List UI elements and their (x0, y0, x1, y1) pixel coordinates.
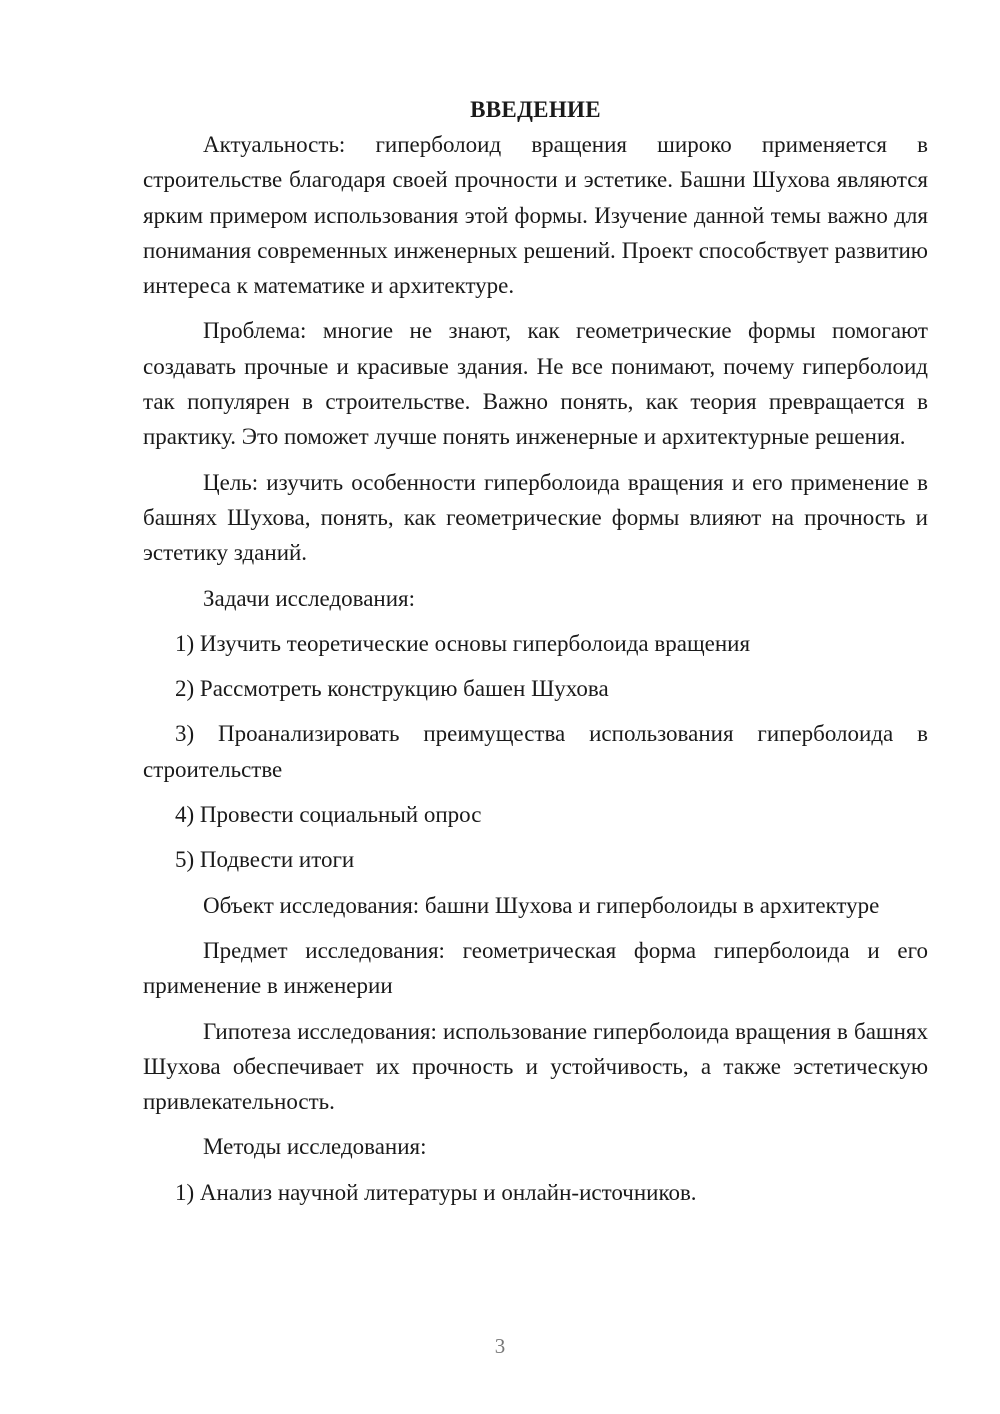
list-item: 5) Подвести итоги (175, 847, 355, 873)
tasks-list (143, 626, 928, 878)
list-item: 3) Проанализировать преимущества использования гиперболоида в строительстве (143, 721, 928, 782)
list-item: 1) Анализ научной литературы и онлайн-источников. (175, 1179, 697, 1205)
page-number: 3 (494, 1334, 506, 1358)
list-item: 2) Рассмотреть конструкцию башен Шухова (175, 676, 609, 702)
hypothesis-paragraph: Гипотеза исследования: использование гиперболоида вращения в башнях Шухова обеспечивает их прочность и устойчивость, а также эстетическую привлекательность. (143, 1018, 928, 1115)
methods-list (143, 1175, 928, 1210)
object-paragraph: Объект исследования: башни Шухова и гиперболоиды в архитектуре (203, 892, 880, 918)
goal-paragraph: Цель: изучить особенности гиперболоида вращения и его применение в башнях Шухова, понять, как геометрические формы влияют на прочность и эстетику зданий. (143, 469, 928, 566)
list-item: 4) Провести социальный опрос (175, 802, 482, 828)
list-item: 1) Изучить теоретические основы гиперболоида вращения (175, 630, 751, 656)
tasks-label: Задачи исследования: (203, 585, 416, 611)
page-title: ВВЕДЕНИЕ (470, 97, 601, 122)
relevance-paragraph: Актуальность: гиперболоид вращения широко применяется в строительстве благодаря своей прочности и эстетике. Башни Шухова являются ярким примером использования этой формы. Изучение данной темы важно для понимания современных инженерных решений. Проект способствует развитию интереса к математике и архитектуре. (143, 132, 928, 299)
subject-paragraph: Предмет исследования: геометрическая форма гиперболоида и его применение в инженерии (143, 937, 928, 999)
problem-paragraph: Проблема: многие не знают, как геометрические формы помогают создавать прочные и красивые здания. Не все понимают, почему гиперболоид так популярен в строительстве. Важно понять, как теория превращается в практику. Это поможет лучше понять инженерные и архитектурные решения. (143, 318, 928, 450)
methods-label: Методы исследования: (203, 1134, 427, 1160)
document-page (143, 92, 928, 1210)
